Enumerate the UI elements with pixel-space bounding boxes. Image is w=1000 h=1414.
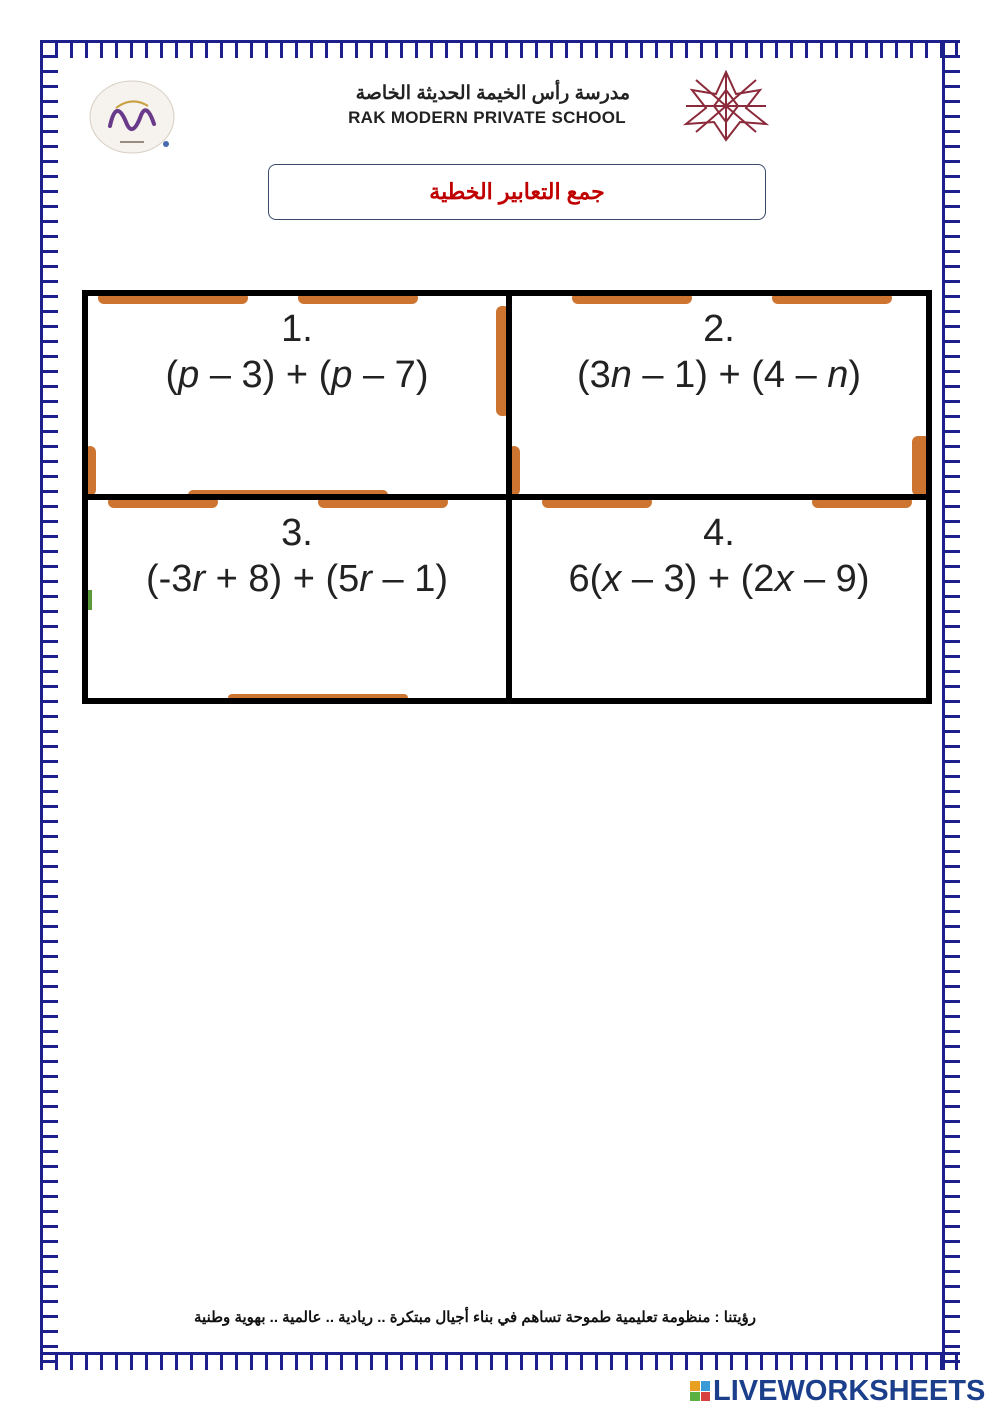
- problem-expression: (-3r + 8) + (5r – 1): [145, 558, 448, 600]
- problem-card-2: [506, 290, 932, 500]
- decorative-orange-shape: [318, 496, 448, 508]
- school-star-logo: [676, 70, 776, 142]
- problem-number: 1.: [281, 308, 313, 350]
- decorative-orange-shape: [84, 446, 96, 496]
- problem-number: 4.: [703, 512, 735, 554]
- decorative-orange-shape: [108, 496, 218, 508]
- problem-number: 3.: [281, 512, 313, 554]
- school-name-english: RAK MODERN PRIVATE SCHOOL: [348, 108, 626, 127]
- page-frame-bottom: [40, 1352, 960, 1370]
- liveworksheets-wordmark: LIVEWORKSHEETS: [713, 1374, 986, 1407]
- worksheet-title-box: [268, 164, 766, 220]
- decorative-orange-shape: [912, 436, 932, 496]
- page-frame-top: [40, 40, 960, 58]
- decorative-orange-shape: [298, 292, 418, 304]
- worksheet-title: جمع التعابير الخطية: [429, 179, 605, 204]
- problem-expression: (3n – 1) + (4 – n): [576, 354, 862, 396]
- liveworksheets-logo-icon: [690, 1381, 710, 1401]
- problem-number: 2.: [703, 308, 735, 350]
- ibdaa-logo: [86, 78, 178, 156]
- page-frame-right: [942, 40, 960, 1370]
- decorative-orange-shape: [98, 292, 248, 304]
- liveworksheets-brand[interactable]: [690, 1372, 990, 1410]
- problem-expression: 6(x – 3) + (2x – 9): [568, 558, 870, 600]
- school-vision-motto: رؤيتنا : منظومة تعليمية طموحة تساهم في بناء أجيال مبتكرة .. ريادية .. عالمية .. بهوية وطنية: [194, 1309, 756, 1326]
- decorative-orange-shape: [228, 694, 408, 702]
- problem-card-1: [82, 290, 512, 500]
- problem-grid: [82, 290, 932, 704]
- decorative-orange-shape: [508, 446, 520, 496]
- problem-expression: (p – 3) + (p – 7): [165, 354, 429, 396]
- page-frame-left: [40, 40, 58, 1370]
- problem-card-4: [506, 494, 932, 704]
- school-name-arabic: مدرسة رأس الخيمة الحديثة الخاصة: [355, 83, 630, 104]
- decorative-orange-shape: [572, 292, 692, 304]
- decorative-orange-shape: [772, 292, 892, 304]
- problem-card-3: [82, 494, 512, 704]
- decorative-orange-shape: [812, 496, 912, 508]
- decorative-orange-shape: [542, 496, 652, 508]
